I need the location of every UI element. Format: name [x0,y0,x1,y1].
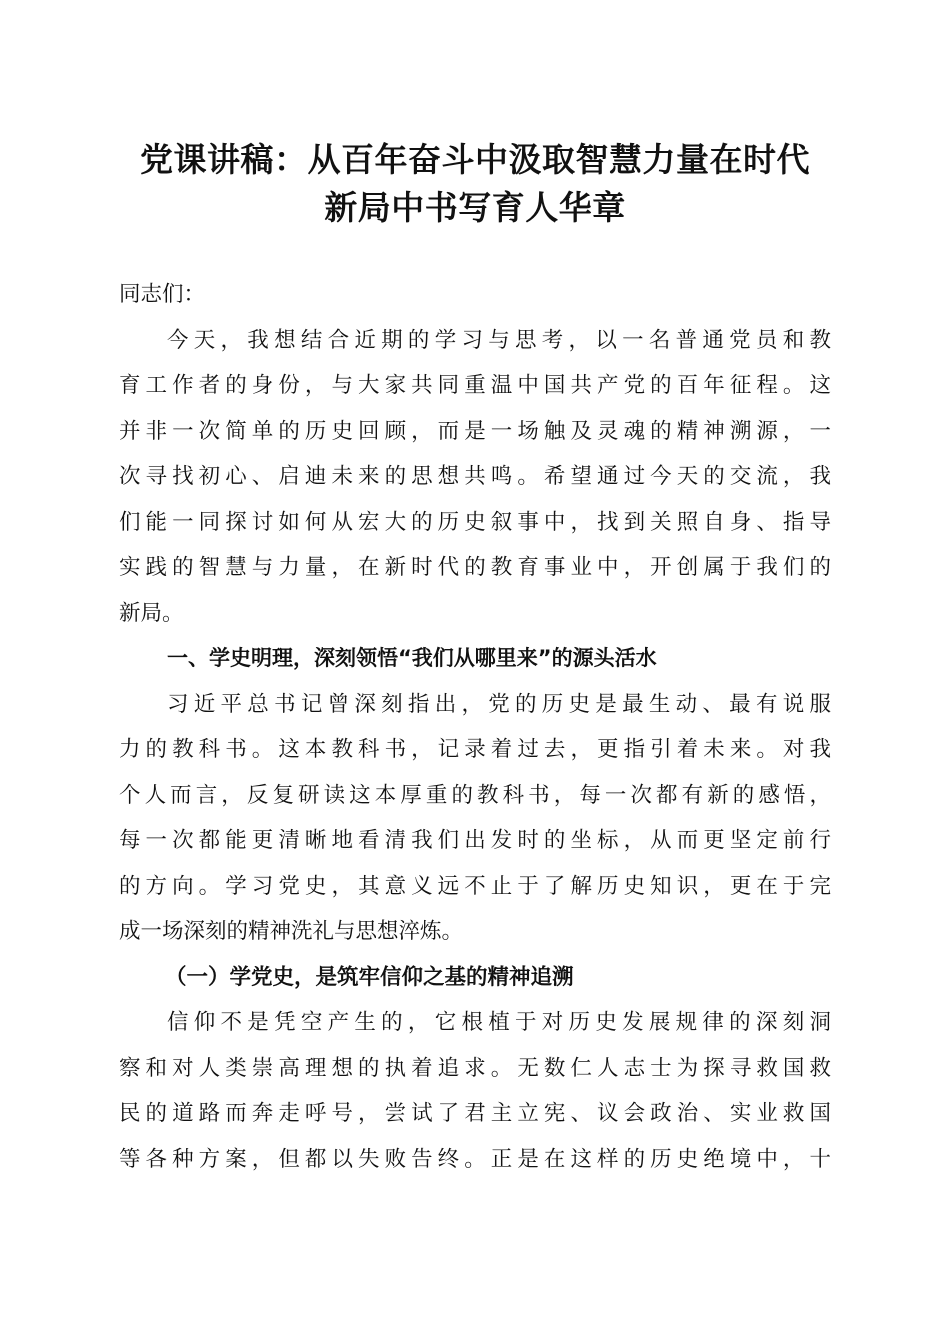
text-line: 次寻找初心、启迪未来的思想共鸣。希望通过今天的交流，我 [119,464,831,489]
text-line: 新局。 [119,600,184,626]
document-body [119,272,831,1182]
text-line: 察和对人类崇高理想的执着追求。无数仁人志士为探寻救国救 [119,1055,831,1081]
text-line: 信仰不是凭空产生的，它根植于对历史发展规律的深刻洞 [167,1010,831,1035]
text-line: 并非一次简单的历史回顾，而是一场触及灵魂的精神溯源，一 [119,418,831,444]
text-line: 实践的智慧与力量，在新时代的教育事业中，开创属于我们的 [119,555,831,580]
title-line: 党课讲稿：从百年奋斗中汲取智慧力量在时代 [140,140,810,179]
text-line: 每一次都能更清晰地看清我们出发时的坐标，从而更坚定前行 [119,828,831,853]
paragraph-subsection-one [119,1000,831,1182]
text-line: 民的道路而奔走呼号，尝试了君主立宪、议会政治、实业救国 [119,1101,831,1126]
title-line: 新局中书写育人华章 [324,188,626,227]
document-title [110,136,840,232]
text-line: 习近平总书记曾深刻指出，党的历史是最生动、最有说服 [167,691,831,717]
text-line: 今天，我想结合近期的学习与思考，以一名普通党员和教 [167,327,831,353]
text-line: 的方向。学习党史，其意义远不止于了解历史知识，更在于完 [119,873,831,899]
subsection-heading: （一）学党史，是筑牢信仰之基的精神追溯 [165,964,574,990]
text-line: 们能一同探讨如何从宏大的历史叙事中，找到关照自身、指导 [119,509,831,535]
text-line: 力的教科书。这本教科书，记录着过去，更指引着未来。对我 [119,737,831,762]
paragraph-intro [119,318,831,637]
text-line: 个人而言，反复研读这本厚重的教科书，每一次都有新的感悟， [119,782,831,808]
text-line: 育工作者的身份，与大家共同重温中国共产党的百年征程。这 [119,373,831,398]
salutation: 同志们： [119,282,206,307]
paragraph-section-one [119,682,831,955]
text-line: 成一场深刻的精神洗礼与思想淬炼。 [119,919,464,944]
text-line: 等各种方案，但都以失败告终。正是在这样的历史绝境中，十 [119,1146,831,1172]
section-heading: 一、学史明理，深刻领悟“我们从哪里来”的源头活水 [167,646,657,670]
